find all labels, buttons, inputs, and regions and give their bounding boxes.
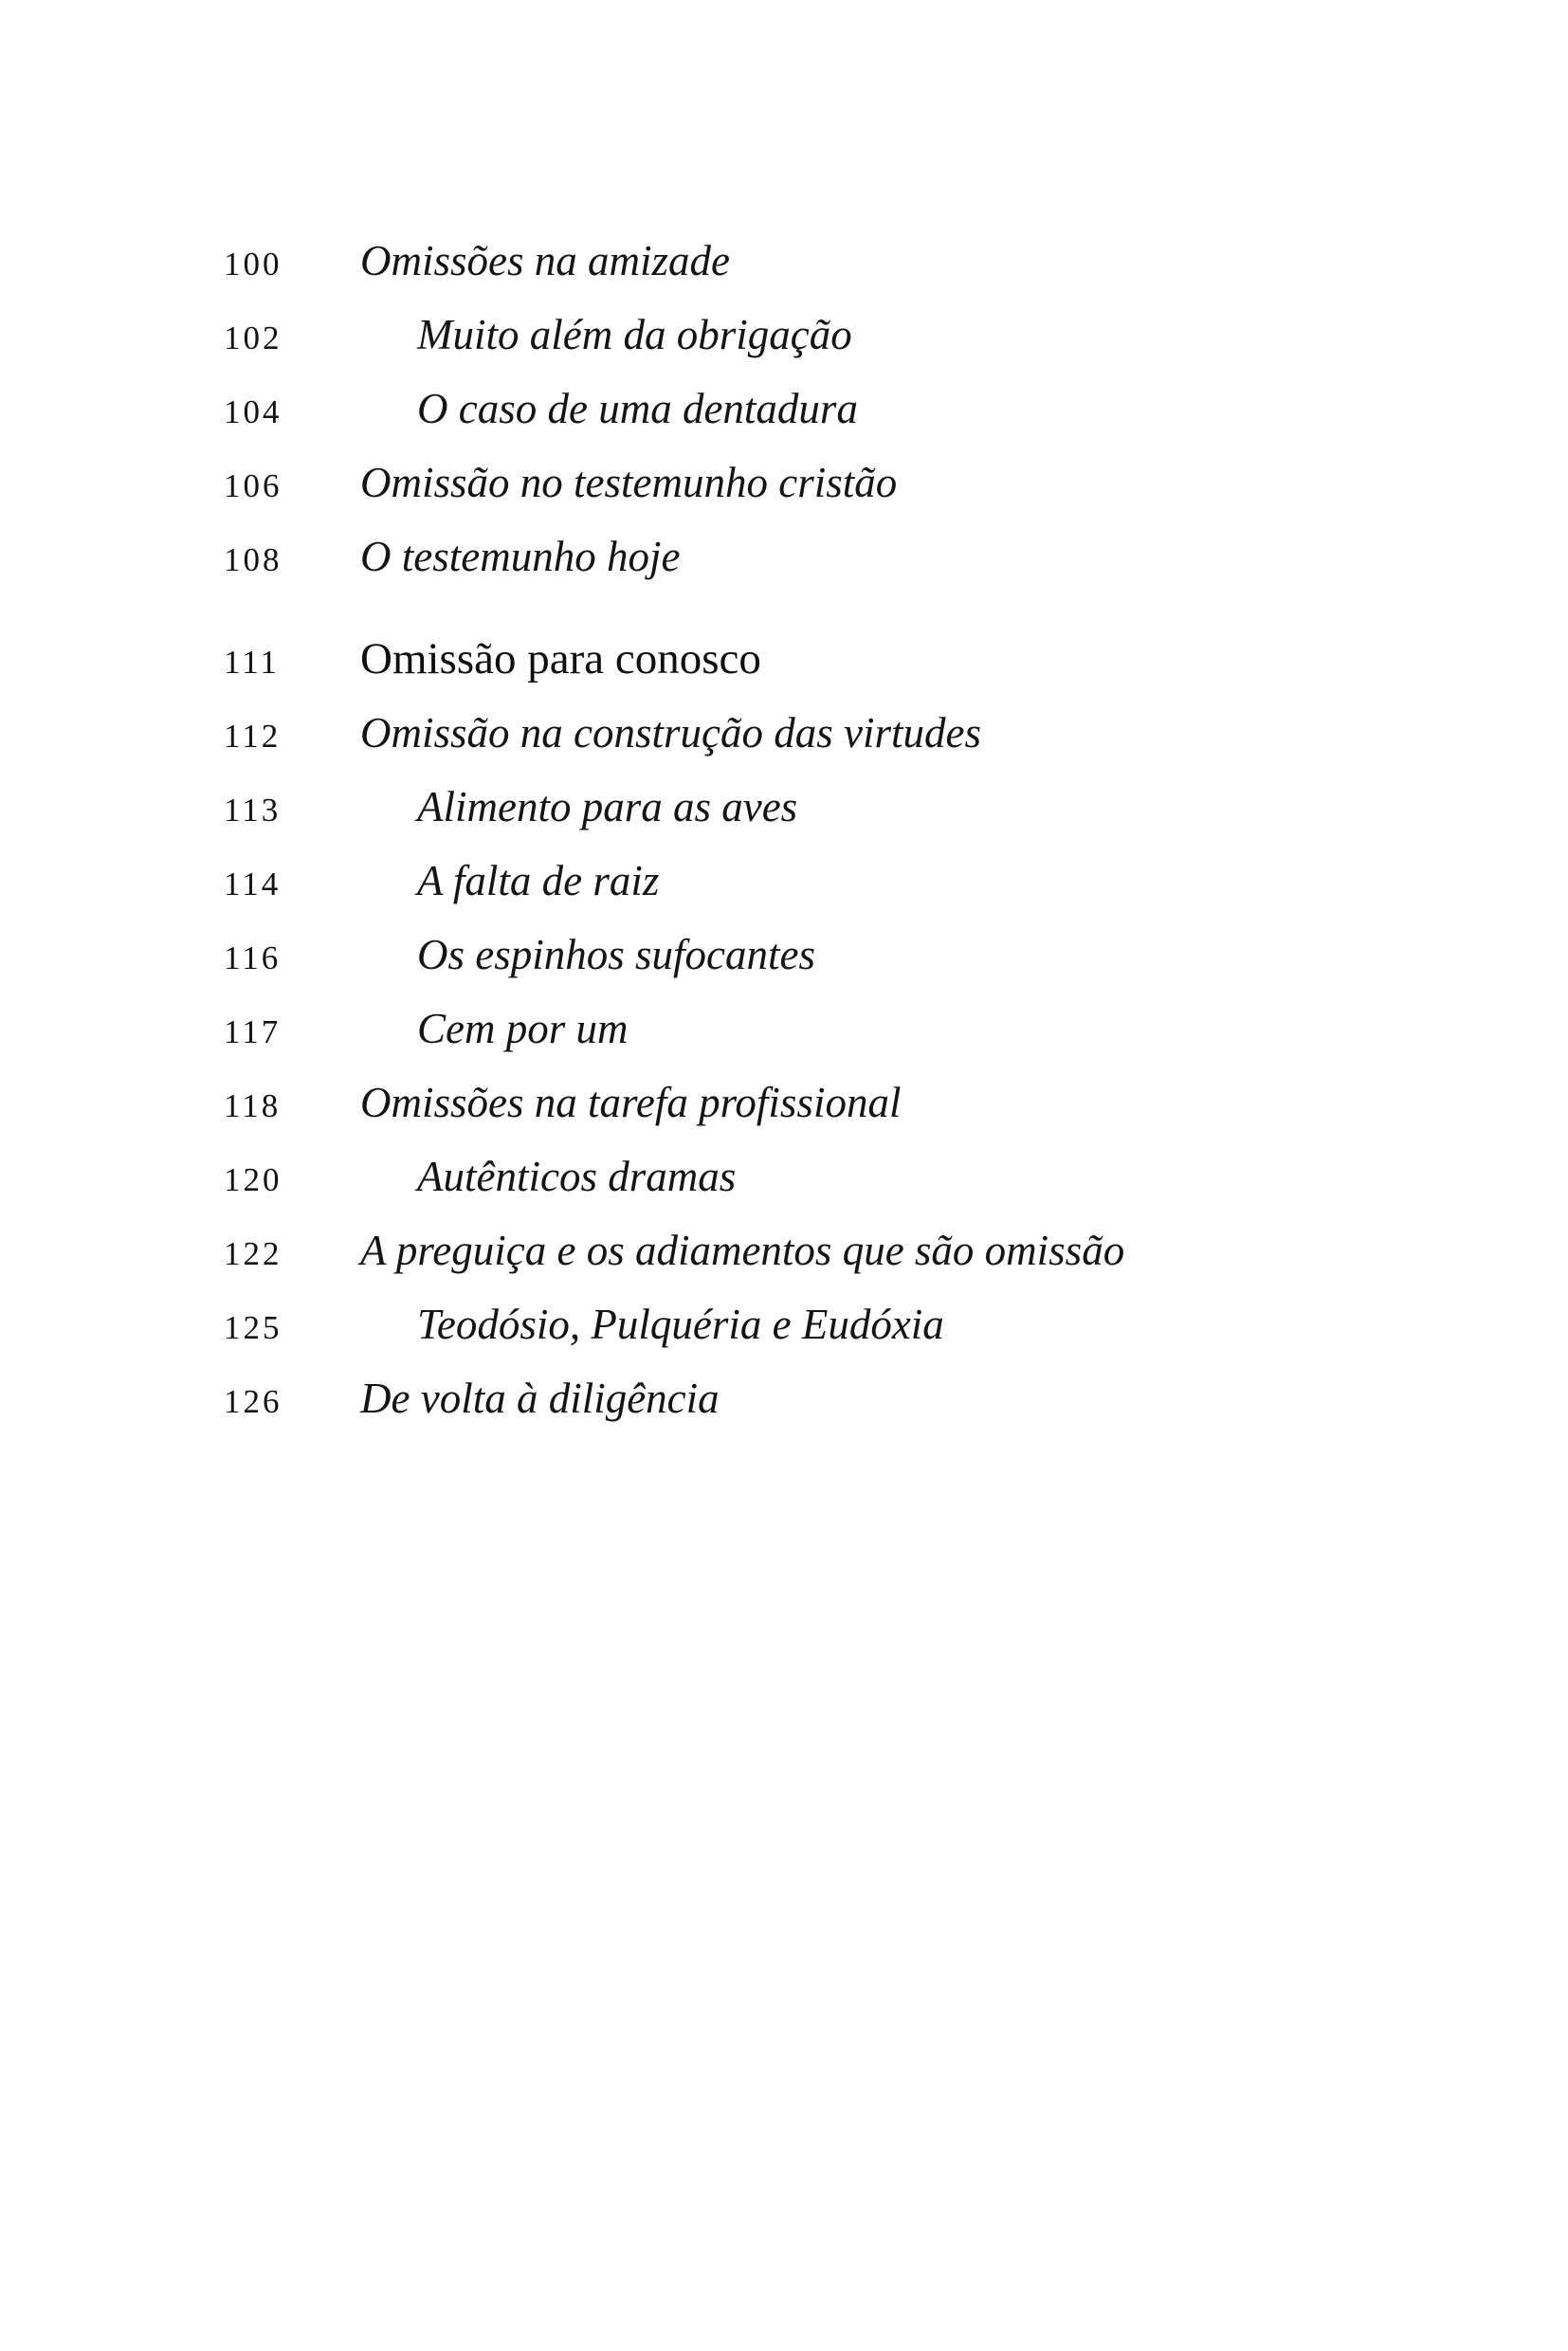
toc-entry xyxy=(224,844,1342,918)
toc-entry-title: Omissões na tarefa profissional xyxy=(360,1079,902,1126)
toc-page-number: 122 xyxy=(224,1235,283,1272)
toc-page-number: 114 xyxy=(224,866,282,902)
table-of-contents xyxy=(224,224,1342,1435)
toc-entry-title: A preguiça e os adiamentos que são omissão xyxy=(360,1227,1125,1274)
toc-page-number: 117 xyxy=(224,1013,282,1050)
toc-page-number: 108 xyxy=(224,541,283,578)
toc-page-number: 102 xyxy=(224,319,283,356)
toc-entry-title: O caso de uma dentadura xyxy=(417,385,858,432)
toc-page-number: 112 xyxy=(224,718,282,755)
toc-page-number: 111 xyxy=(224,644,280,681)
toc-entry-title: Cem por um xyxy=(417,1005,629,1052)
toc-entry xyxy=(224,372,1342,446)
toc-page-number: 104 xyxy=(224,393,283,430)
toc-entry-title: De volta à diligência xyxy=(360,1375,720,1422)
toc-entry-title: A falta de raiz xyxy=(417,857,660,904)
toc-entry xyxy=(224,1139,1342,1213)
toc-entry xyxy=(224,519,1342,593)
toc-entry-title: Omissões na amizade xyxy=(360,237,730,284)
toc-entry xyxy=(224,696,1342,770)
toc-page-number: 125 xyxy=(224,1309,283,1346)
toc-entry xyxy=(224,1213,1342,1287)
toc-entry xyxy=(224,992,1342,1066)
toc-entry xyxy=(224,918,1342,992)
toc-entry xyxy=(224,1066,1342,1139)
toc-entry xyxy=(224,1361,1342,1435)
toc-page-number: 118 xyxy=(224,1087,282,1124)
toc-page-number: 100 xyxy=(224,246,283,282)
toc-entry xyxy=(224,224,1342,298)
toc-entry-title: Omissão no testemunho cristão xyxy=(360,459,898,506)
toc-page-number: 116 xyxy=(224,939,282,976)
toc-entry-title: Autênticos dramas xyxy=(417,1153,737,1200)
toc-entry-title: Alimento para as aves xyxy=(417,783,798,830)
toc-entry-title: Teodósio, Pulquéria e Eudóxia xyxy=(417,1301,944,1348)
toc-entry-title: Omissão na construção das virtudes xyxy=(360,709,981,756)
toc-entry-title: Muito além da obrigação xyxy=(417,311,852,358)
toc-page-number: 106 xyxy=(224,467,283,504)
toc-entry xyxy=(224,770,1342,844)
toc-entry-title: Omissão para conosco xyxy=(360,634,761,683)
toc-page-number: 126 xyxy=(224,1383,283,1420)
toc-entry xyxy=(224,298,1342,372)
toc-entry xyxy=(224,446,1342,519)
toc-entry-title: Os espinhos sufocantes xyxy=(417,931,815,978)
toc-page-number: 113 xyxy=(224,792,282,829)
toc-entry xyxy=(224,622,1342,696)
toc-entry-title: O testemunho hoje xyxy=(360,533,681,580)
toc-page-number: 120 xyxy=(224,1161,283,1198)
toc-entry xyxy=(224,1287,1342,1361)
